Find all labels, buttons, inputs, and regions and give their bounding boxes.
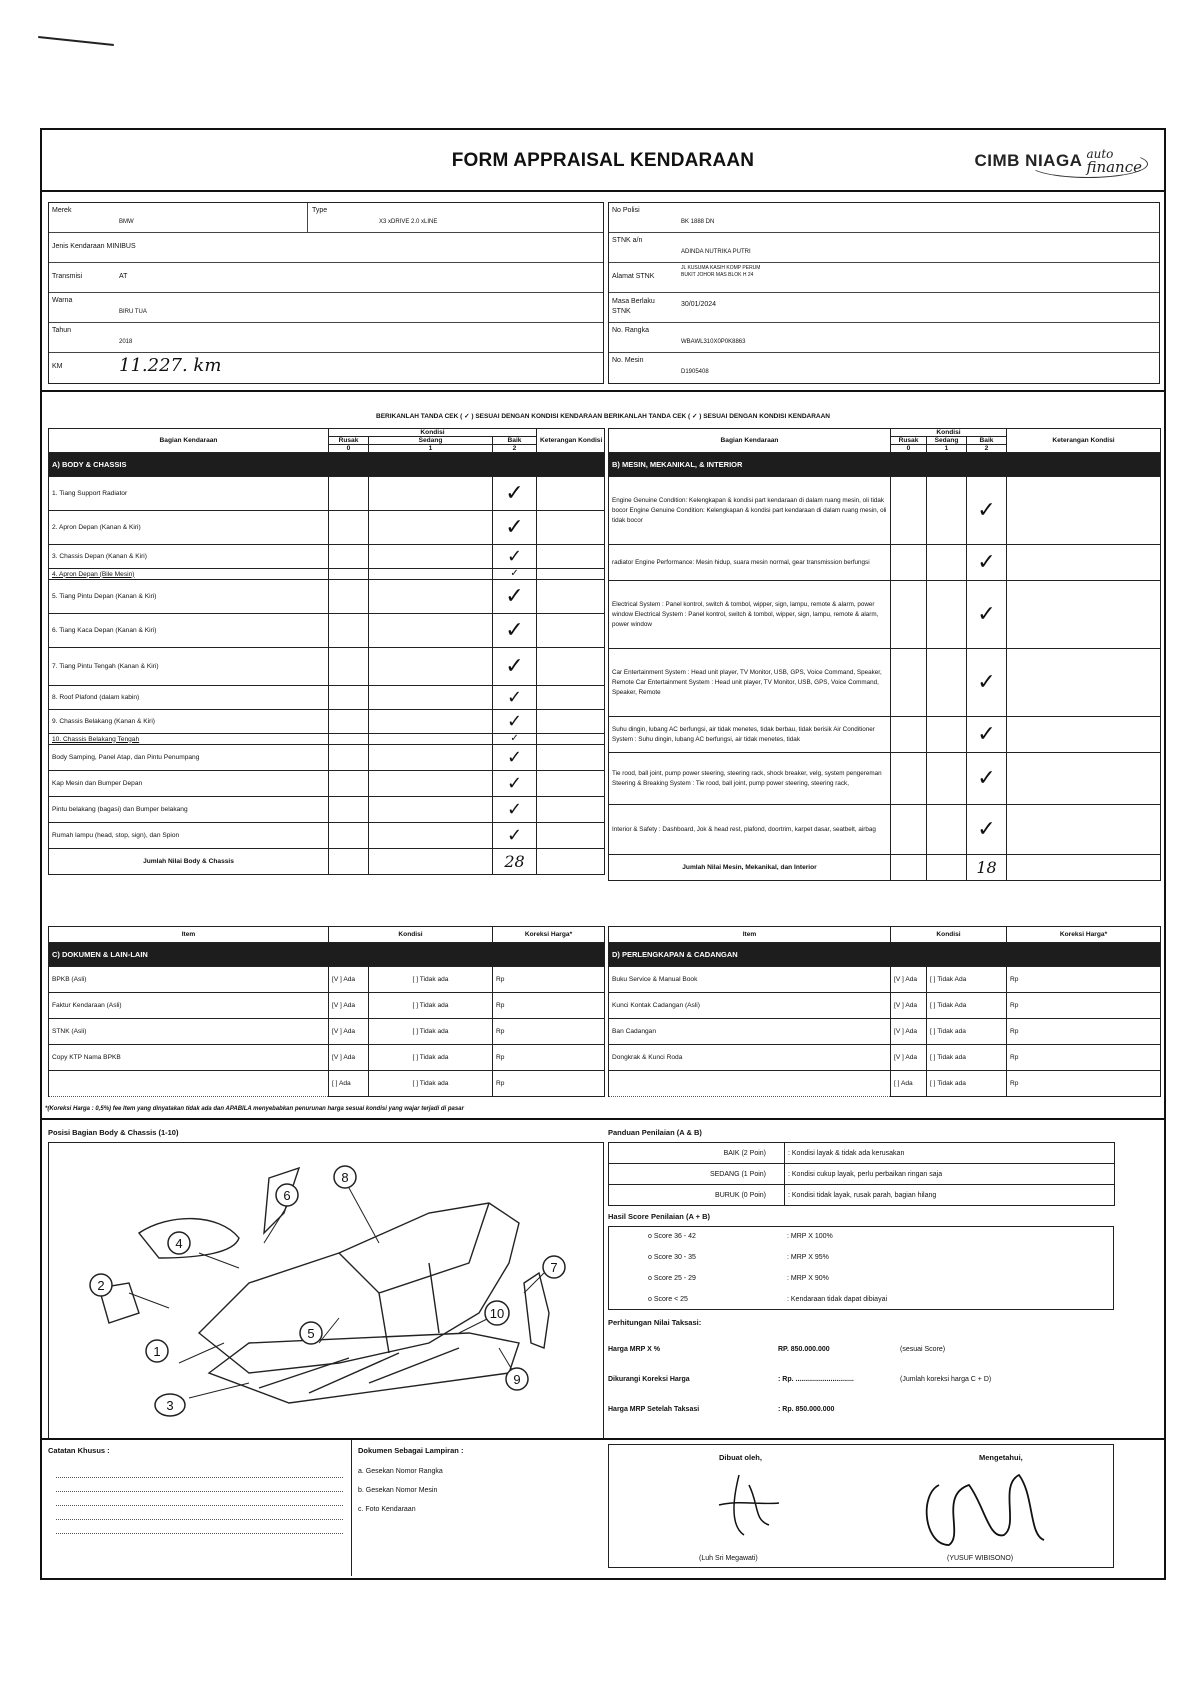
value-transmisi: AT	[119, 273, 128, 280]
header-item-c: Item	[49, 927, 329, 943]
car-body-outline	[199, 1203, 519, 1373]
row-text: Car Entertainment System : Head unit player, TV Monitor, USB, GPS, Voice Command, Speaker, Remote Car Entertainment System : Head unit player, TV Monitor, USB, GPS, Voice Command, Speaker, Remote	[609, 649, 891, 717]
row-label: 8. Roof Plafond (dalam kabin)	[49, 686, 329, 710]
ada-value: [V ] Ada	[891, 1019, 927, 1045]
check-mark-icon: ✓	[493, 545, 537, 569]
ada-value: [V ] Ada	[891, 993, 927, 1019]
logo-swoosh-icon	[1028, 147, 1148, 178]
callout-label: 4	[175, 1236, 183, 1251]
item-label: Kunci Kontak Cadangan (Asli)	[609, 993, 891, 1019]
tidak-value: [ ] Tidak ada	[369, 967, 493, 993]
row-label: 5. Tiang Pintu Depan (Kanan & Kiri)	[49, 580, 329, 614]
item-label: Buku Service & Manual Book	[609, 967, 891, 993]
table-row	[609, 967, 1161, 993]
value-stnk-an: ADINDA NUTRIKA PUTRI	[681, 249, 751, 255]
check-mark-icon: ✓	[967, 545, 1007, 581]
calc-final-label: Harga MRP Setelah Taksasi	[608, 1406, 700, 1413]
row-no-rangka	[609, 323, 1159, 353]
callout-label: 1	[153, 1344, 161, 1359]
table-row	[609, 805, 1161, 855]
score-range: o Score 30 - 35	[648, 1254, 696, 1261]
score-sedang-b: 1	[927, 445, 967, 453]
check-mark-icon: ✓	[493, 734, 537, 745]
item-label: Faktur Kendaraan (Asli)	[49, 993, 329, 1019]
row-label: Rumah lampu (head, stop, sign), dan Spion	[49, 823, 329, 849]
table-row	[609, 1071, 1161, 1097]
score-range: o Score < 25	[648, 1296, 688, 1303]
tidak-value: [ ] Tidak ada	[927, 1071, 1007, 1097]
callout-label: 7	[550, 1260, 558, 1275]
calc-koreksi-note: (Jumlah koreksi harga C + D)	[900, 1376, 992, 1383]
header-kondisi-c: Kondisi	[329, 927, 493, 943]
tidak-value: [ ] Tidak ada	[369, 1045, 493, 1071]
header-baik: Baik	[493, 437, 537, 445]
vehicle-right-box	[608, 202, 1160, 384]
header-sedang: Sedang	[369, 437, 493, 445]
rp-value: Rp	[1007, 1019, 1161, 1045]
instruction-text: BERIKANLAH TANDA CEK ( ✓ ) SESUAI DENGAN KONDISI KENDARAAN BERIKANLAH TANDA CEK ( ✓ ) SESUAI DENGAN KONDISI KENDARAAN	[376, 413, 830, 420]
header-bagian: Bagian Kendaraan	[49, 429, 329, 453]
score-range: o Score 36 - 42	[648, 1233, 696, 1240]
value-km-handwritten: 11.227. km	[119, 355, 222, 376]
form-title: FORM APPRAISAL KENDARAAN	[451, 150, 755, 171]
document-table-d	[608, 926, 1161, 1097]
table-row	[49, 823, 605, 849]
tidak-value: [ ] Tidak Ada	[927, 967, 1007, 993]
guide-desc: : Kondisi tidak layak, rusak parah, bagian hilang	[785, 1185, 1115, 1206]
callout-label: 3	[166, 1398, 174, 1413]
table-row	[49, 1019, 605, 1045]
total-value-b: 18	[967, 855, 1007, 881]
title-row	[42, 130, 1164, 192]
rp-value: Rp	[1007, 1045, 1161, 1071]
table-row	[49, 967, 605, 993]
item-label: BPKB (Asli)	[49, 967, 329, 993]
ada-value: [V ] Ada	[329, 967, 369, 993]
row-merek	[49, 203, 603, 233]
calc-mrp-note: (sesuai Score)	[900, 1346, 946, 1353]
value-merek: BMW	[119, 219, 134, 225]
logo-text: CIMB NIAGA	[974, 151, 1083, 170]
check-mark-icon: ✓	[493, 569, 537, 580]
table-row	[49, 993, 605, 1019]
header-rusak: Rusak	[329, 437, 369, 445]
ada-value: [V ] Ada	[891, 967, 927, 993]
callout-label: 10	[489, 1306, 505, 1321]
ada-value: [ ] Ada	[891, 1071, 927, 1097]
form-frame	[40, 128, 1166, 1580]
known-by-label: Mengetahui,	[979, 1453, 1023, 1462]
check-mark-icon: ✓	[493, 614, 537, 648]
ada-value: [V ] Ada	[329, 1019, 369, 1045]
body-chassis-diagram	[48, 1142, 604, 1440]
row-text: Suhu dingin, lubang AC berfungsi, air tidak menetes, tidak berbau, tidak berisik Air Conditioner System : Suhu dingin, lubang AC berfungsi, air tidak menetes, tidak	[609, 717, 891, 753]
ada-value: [V ] Ada	[329, 1045, 369, 1071]
car-roof-frame	[339, 1203, 489, 1293]
signature-box	[608, 1444, 1114, 1568]
logo-sub-finance: finance	[1086, 158, 1142, 176]
total-value-a: 28	[493, 849, 537, 875]
leader-line	[459, 1318, 489, 1333]
callout-label: 9	[513, 1372, 521, 1387]
table-row	[49, 614, 605, 648]
score-baik: 2	[493, 445, 537, 453]
header-keterangan-b: Keterangan Kondisi	[1007, 429, 1161, 453]
check-mark-icon: ✓	[493, 745, 537, 771]
calc-koreksi-label: Dikurangi Koreksi Harga	[608, 1376, 690, 1383]
value-warna: BIRU TUA	[119, 309, 147, 315]
table-row	[49, 745, 605, 771]
total-label-a: Jumlah Nilai Body & Chassis	[49, 849, 329, 875]
header-baik-b: Baik	[967, 437, 1007, 445]
score-result: : MRP X 100%	[787, 1233, 833, 1240]
note-line	[56, 1520, 343, 1534]
signature-made-by	[699, 1465, 819, 1545]
score-border	[608, 1226, 1114, 1310]
row-label: Kap Mesin dan Bumper Depan	[49, 771, 329, 797]
footnote: *(Koreksi Harga : 0,5%) fee Item yang dinyatakan tidak ada dan APABILA menyebabkan penurunan harga sesuai kondisi yang wajar terjadi di pasar	[45, 1106, 464, 1112]
check-mark-icon: ✓	[493, 771, 537, 797]
attachment-item: a. Gesekan Nomor Rangka	[358, 1468, 443, 1475]
label-warna: Warna	[52, 297, 73, 304]
row-text: radiator Engine Performance: Mesin hidup, suara mesin normal, gear transmission berfungsi	[609, 545, 891, 581]
total-row	[49, 849, 605, 875]
item-label: Copy KTP Nama BPKB	[49, 1045, 329, 1071]
label-masa-berlaku: Masa Berlaku STNK	[612, 298, 655, 315]
vehicle-info-section	[42, 192, 1164, 392]
value-alamat-stnk: JL KUSUMA KASIH KOMP PERUM BUKIT JOHOR MAS BLOK H 24	[681, 265, 761, 278]
leader-line	[189, 1383, 249, 1398]
section-d-title: D) PERLENGKAPAN & CADANGAN	[609, 943, 1161, 967]
row-jenis	[49, 233, 603, 263]
label-km: KM	[52, 363, 63, 370]
label-stnk-an: STNK a/n	[612, 237, 643, 244]
row-label: 3. Chassis Depan (Kanan & Kiri)	[49, 545, 329, 569]
guide-table	[608, 1142, 1115, 1206]
header-kondisi-d: Kondisi	[891, 927, 1007, 943]
note-line	[56, 1478, 343, 1492]
header-kondisi-b: Kondisi	[891, 429, 1007, 437]
value-no-polisi: BK 1888 DN	[681, 219, 715, 225]
diagram-title: Posisi Bagian Body & Chassis (1-10)	[48, 1128, 179, 1137]
table-row	[49, 734, 605, 745]
table-row	[609, 649, 1161, 717]
check-mark-icon: ✓	[967, 753, 1007, 805]
score-result: : MRP X 95%	[787, 1254, 829, 1261]
guide-grade: BAIK (2 Poin)	[609, 1143, 785, 1164]
check-mark-icon: ✓	[967, 477, 1007, 545]
leader-line	[264, 1203, 289, 1243]
score-range: o Score 25 - 29	[648, 1275, 696, 1282]
table-row	[609, 1164, 1115, 1185]
total-row	[609, 855, 1161, 881]
table-row	[609, 1143, 1115, 1164]
header-bagian-b: Bagian Kendaraan	[609, 429, 891, 453]
header-keterangan: Keterangan Kondisi	[537, 429, 605, 453]
header-item-d: Item	[609, 927, 891, 943]
rp-value: Rp	[1007, 993, 1161, 1019]
rp-value: Rp	[493, 967, 605, 993]
notes-box	[48, 1440, 352, 1576]
check-mark-icon: ✓	[493, 511, 537, 545]
calc-mrp-value: RP. 850.000.000	[778, 1346, 830, 1353]
row-text: Tie rood, ball joint, pump power steering, steering rack, shock breaker, velg, system pengereman Steering & Breaking System : Tie rood, ball joint, pump power steering, steering rack,	[609, 753, 891, 805]
header-kondisi: Kondisi	[329, 429, 537, 437]
callout-label: 6	[283, 1188, 291, 1203]
made-by-name: (Luh Sri Megawati)	[699, 1555, 758, 1562]
item-label	[49, 1071, 329, 1097]
table-row	[49, 771, 605, 797]
label-jenis: Jenis Kendaraan MINIBUS	[52, 243, 136, 250]
label-alamat-stnk: Alamat STNK	[612, 273, 655, 280]
table-row	[609, 545, 1161, 581]
guide-title: Panduan Penilaian (A & B)	[608, 1128, 702, 1137]
row-label: 1. Tiang Support Radiator	[49, 477, 329, 511]
check-mark-icon: ✓	[967, 581, 1007, 649]
section-c-title: C) DOKUMEN & LAIN-LAIN	[49, 943, 605, 967]
rp-value: Rp	[493, 1019, 605, 1045]
attachments-title: Dokumen Sebagai Lampiran :	[358, 1446, 464, 1455]
check-mark-icon: ✓	[967, 805, 1007, 855]
tidak-value: [ ] Tidak ada	[369, 1019, 493, 1045]
header-rusak-b: Rusak	[891, 437, 927, 445]
check-mark-icon: ✓	[493, 710, 537, 734]
calc-mrp-label: Harga MRP X %	[608, 1346, 660, 1353]
rp-value: Rp	[1007, 967, 1161, 993]
check-mark-icon: ✓	[493, 823, 537, 849]
divider	[42, 1118, 1164, 1120]
item-label: STNK (Asli)	[49, 1019, 329, 1045]
guide-desc: : Kondisi layak & tidak ada kerusakan	[785, 1143, 1115, 1164]
condition-table-b	[608, 428, 1161, 881]
row-km	[49, 353, 603, 385]
section-a-title: A) BODY & CHASSIS	[49, 453, 605, 477]
rp-value: Rp	[493, 1071, 605, 1097]
row-text: Electrical System : Panel kontrol, switch & tombol, wipper, sign, lampu, remote & alarm, power window Electrical System : Panel kontrol, switch & tombol, wipper, sign, lampu, remote & alarm, power window	[609, 581, 891, 649]
score-title: Hasil Score Penilaian (A + B)	[608, 1212, 711, 1221]
row-alamat-stnk	[609, 263, 1159, 293]
score-sedang: 1	[369, 445, 493, 453]
row-no-mesin	[609, 353, 1159, 385]
label-tahun: Tahun	[52, 327, 72, 334]
attachment-item: b. Gesekan Nomor Mesin	[358, 1487, 438, 1494]
row-label: 6. Tiang Kaca Depan (Kanan & Kiri)	[49, 614, 329, 648]
guide-grade: SEDANG (1 Poin)	[609, 1164, 785, 1185]
row-label: Pintu belakang (bagasi) dan Bumper belakang	[49, 797, 329, 823]
score-baik-b: 2	[967, 445, 1007, 453]
row-text: Interior & Safety : Dashboard, Jok & head rest, plafond, doortrim, karpet dasar, seatbelt, airbag	[609, 805, 891, 855]
leader-line	[349, 1188, 379, 1243]
row-label: Body Samping, Panel Atap, dan Pintu Penumpang	[49, 745, 329, 771]
row-text: Engine Genuine Condition: Kelengkapan & kondisi part kendaraan di dalam ruang mesin, oli tidak bocor Engine Genuine Condition: Kelengkapan & kondisi part kendaraan di dalam ruang mesin, oli tidak bocor	[609, 477, 891, 545]
guide-grade: BURUK (0 Poin)	[609, 1185, 785, 1206]
car-pillar-b	[379, 1293, 389, 1353]
logo-sub-auto: auto	[1086, 147, 1114, 161]
header-sedang-b: Sedang	[927, 437, 967, 445]
tidak-value: [ ] Tidak ada	[927, 1045, 1007, 1071]
car-body-diagram-svg	[49, 1143, 605, 1441]
tidak-value: [ ] Tidak ada	[927, 1019, 1007, 1045]
row-label: 4. Apron Depan (Bile Mesin)	[49, 569, 329, 580]
row-tahun	[49, 323, 603, 353]
label-no-polisi: No Polisi	[612, 207, 640, 214]
check-mark-icon: ✓	[493, 477, 537, 511]
pen-stroke-mark	[38, 36, 114, 46]
value-tahun: 2018	[119, 339, 133, 345]
row-no-polisi	[609, 203, 1159, 233]
total-label-b: Jumlah Nilai Mesin, Mekanikal, dan Interior	[609, 855, 891, 881]
row-label: 7. Tiang Pintu Tengah (Kanan & Kiri)	[49, 648, 329, 686]
tidak-value: [ ] Tidak Ada	[927, 993, 1007, 1019]
value-no-mesin: D1905408	[681, 369, 709, 375]
item-label: Ban Cadangan	[609, 1019, 891, 1045]
notes-lines	[48, 1464, 351, 1534]
table-row	[609, 1185, 1115, 1206]
rear-pillar-part	[524, 1273, 549, 1348]
label-merek: Merek	[52, 207, 72, 214]
score-result: : MRP X 90%	[787, 1275, 829, 1282]
calc-final-value: : Rp. 850.000.000	[778, 1406, 835, 1413]
row-label: 9. Chassis Belakang (Kanan & Kiri)	[49, 710, 329, 734]
note-line	[56, 1506, 343, 1520]
calc-koreksi-value: : Rp. ..............................	[778, 1376, 854, 1383]
row-label: 2. Apron Depan (Kanan & Kiri)	[49, 511, 329, 545]
row-masa-berlaku	[609, 293, 1159, 323]
label-no-rangka: No. Rangka	[612, 327, 649, 334]
tidak-value: [ ] Tidak ada	[369, 993, 493, 1019]
leader-line	[199, 1253, 239, 1268]
table-row	[609, 717, 1161, 753]
row-label: 10. Chassis Belakang Tengah	[49, 734, 329, 745]
known-by-name: (YUSUF WIBISONO)	[947, 1555, 1014, 1562]
item-label: Dongkrak & Kunci Roda	[609, 1045, 891, 1071]
table-row	[49, 511, 605, 545]
ada-value: [V ] Ada	[891, 1045, 927, 1071]
row-warna	[49, 293, 603, 323]
table-row	[49, 797, 605, 823]
check-mark-icon: ✓	[493, 797, 537, 823]
signature-known-by	[909, 1455, 1059, 1555]
check-mark-icon: ✓	[967, 717, 1007, 753]
cimb-niaga-logo	[975, 144, 1143, 178]
attachments-list	[354, 1462, 443, 1519]
score-rusak: 0	[329, 445, 369, 453]
score-rusak-b: 0	[891, 445, 927, 453]
label-transmisi: Transmisi	[52, 273, 83, 280]
check-mark-icon: ✓	[967, 649, 1007, 717]
callout-label: 2	[97, 1278, 105, 1293]
tidak-value: [ ] Tidak ada	[369, 1071, 493, 1097]
table-row	[49, 1045, 605, 1071]
check-mark-icon: ✓	[493, 580, 537, 614]
header-koreksi-d: Koreksi Harga*	[1007, 927, 1161, 943]
callout-label: 5	[307, 1326, 315, 1341]
table-row	[609, 1019, 1161, 1045]
made-by-label: Dibuat oleh,	[719, 1453, 762, 1462]
condition-table-a	[48, 428, 605, 875]
table-row	[49, 710, 605, 734]
table-row	[49, 477, 605, 511]
attachments-box	[354, 1440, 604, 1576]
ada-value: [V ] Ada	[329, 993, 369, 1019]
row-transmisi	[49, 263, 603, 293]
score-result: : Kendaraan tidak dapat dibiayai	[787, 1296, 888, 1303]
leader-line	[179, 1343, 224, 1363]
notes-title: Catatan Khusus :	[48, 1446, 110, 1455]
item-label	[609, 1071, 891, 1097]
table-row	[49, 648, 605, 686]
section-b-title: B) MESIN, MEKANIKAL, & INTERIOR	[609, 453, 1161, 477]
value-type: X3 xDRIVE 2.0 xLINE	[379, 219, 438, 225]
table-row	[609, 753, 1161, 805]
ada-value: [ ] Ada	[329, 1071, 369, 1097]
document-table-c	[48, 926, 605, 1097]
calc-title: Perhitungan Nilai Taksasi:	[608, 1318, 702, 1327]
table-row	[49, 545, 605, 569]
guide-desc: : Kondisi cukup layak, perlu perbaikan ringan saja	[785, 1164, 1115, 1185]
rp-value: Rp	[1007, 1071, 1161, 1097]
label-type: Type	[307, 203, 327, 233]
row-stnk-an	[609, 233, 1159, 263]
table-row	[49, 580, 605, 614]
value-masa-berlaku: 30/01/2024	[681, 301, 717, 308]
chassis-crossmembers	[259, 1348, 459, 1393]
attachment-item: c. Foto Kendaraan	[358, 1506, 416, 1513]
table-row	[609, 477, 1161, 545]
note-line	[56, 1492, 343, 1506]
value-no-rangka: WBAWL310X0P0K8863	[681, 339, 746, 345]
header-koreksi-c: Koreksi Harga*	[493, 927, 605, 943]
table-row	[609, 1045, 1161, 1071]
vehicle-left-box	[48, 202, 604, 384]
table-row	[609, 993, 1161, 1019]
table-row	[49, 686, 605, 710]
callout-label: 8	[341, 1170, 349, 1185]
rp-value: Rp	[493, 1045, 605, 1071]
check-mark-icon: ✓	[493, 686, 537, 710]
label-no-mesin: No. Mesin	[612, 357, 644, 364]
table-row	[49, 569, 605, 580]
table-row	[49, 1071, 605, 1097]
check-mark-icon: ✓	[493, 648, 537, 686]
note-line	[56, 1464, 343, 1478]
rp-value: Rp	[493, 993, 605, 1019]
table-row	[609, 581, 1161, 649]
